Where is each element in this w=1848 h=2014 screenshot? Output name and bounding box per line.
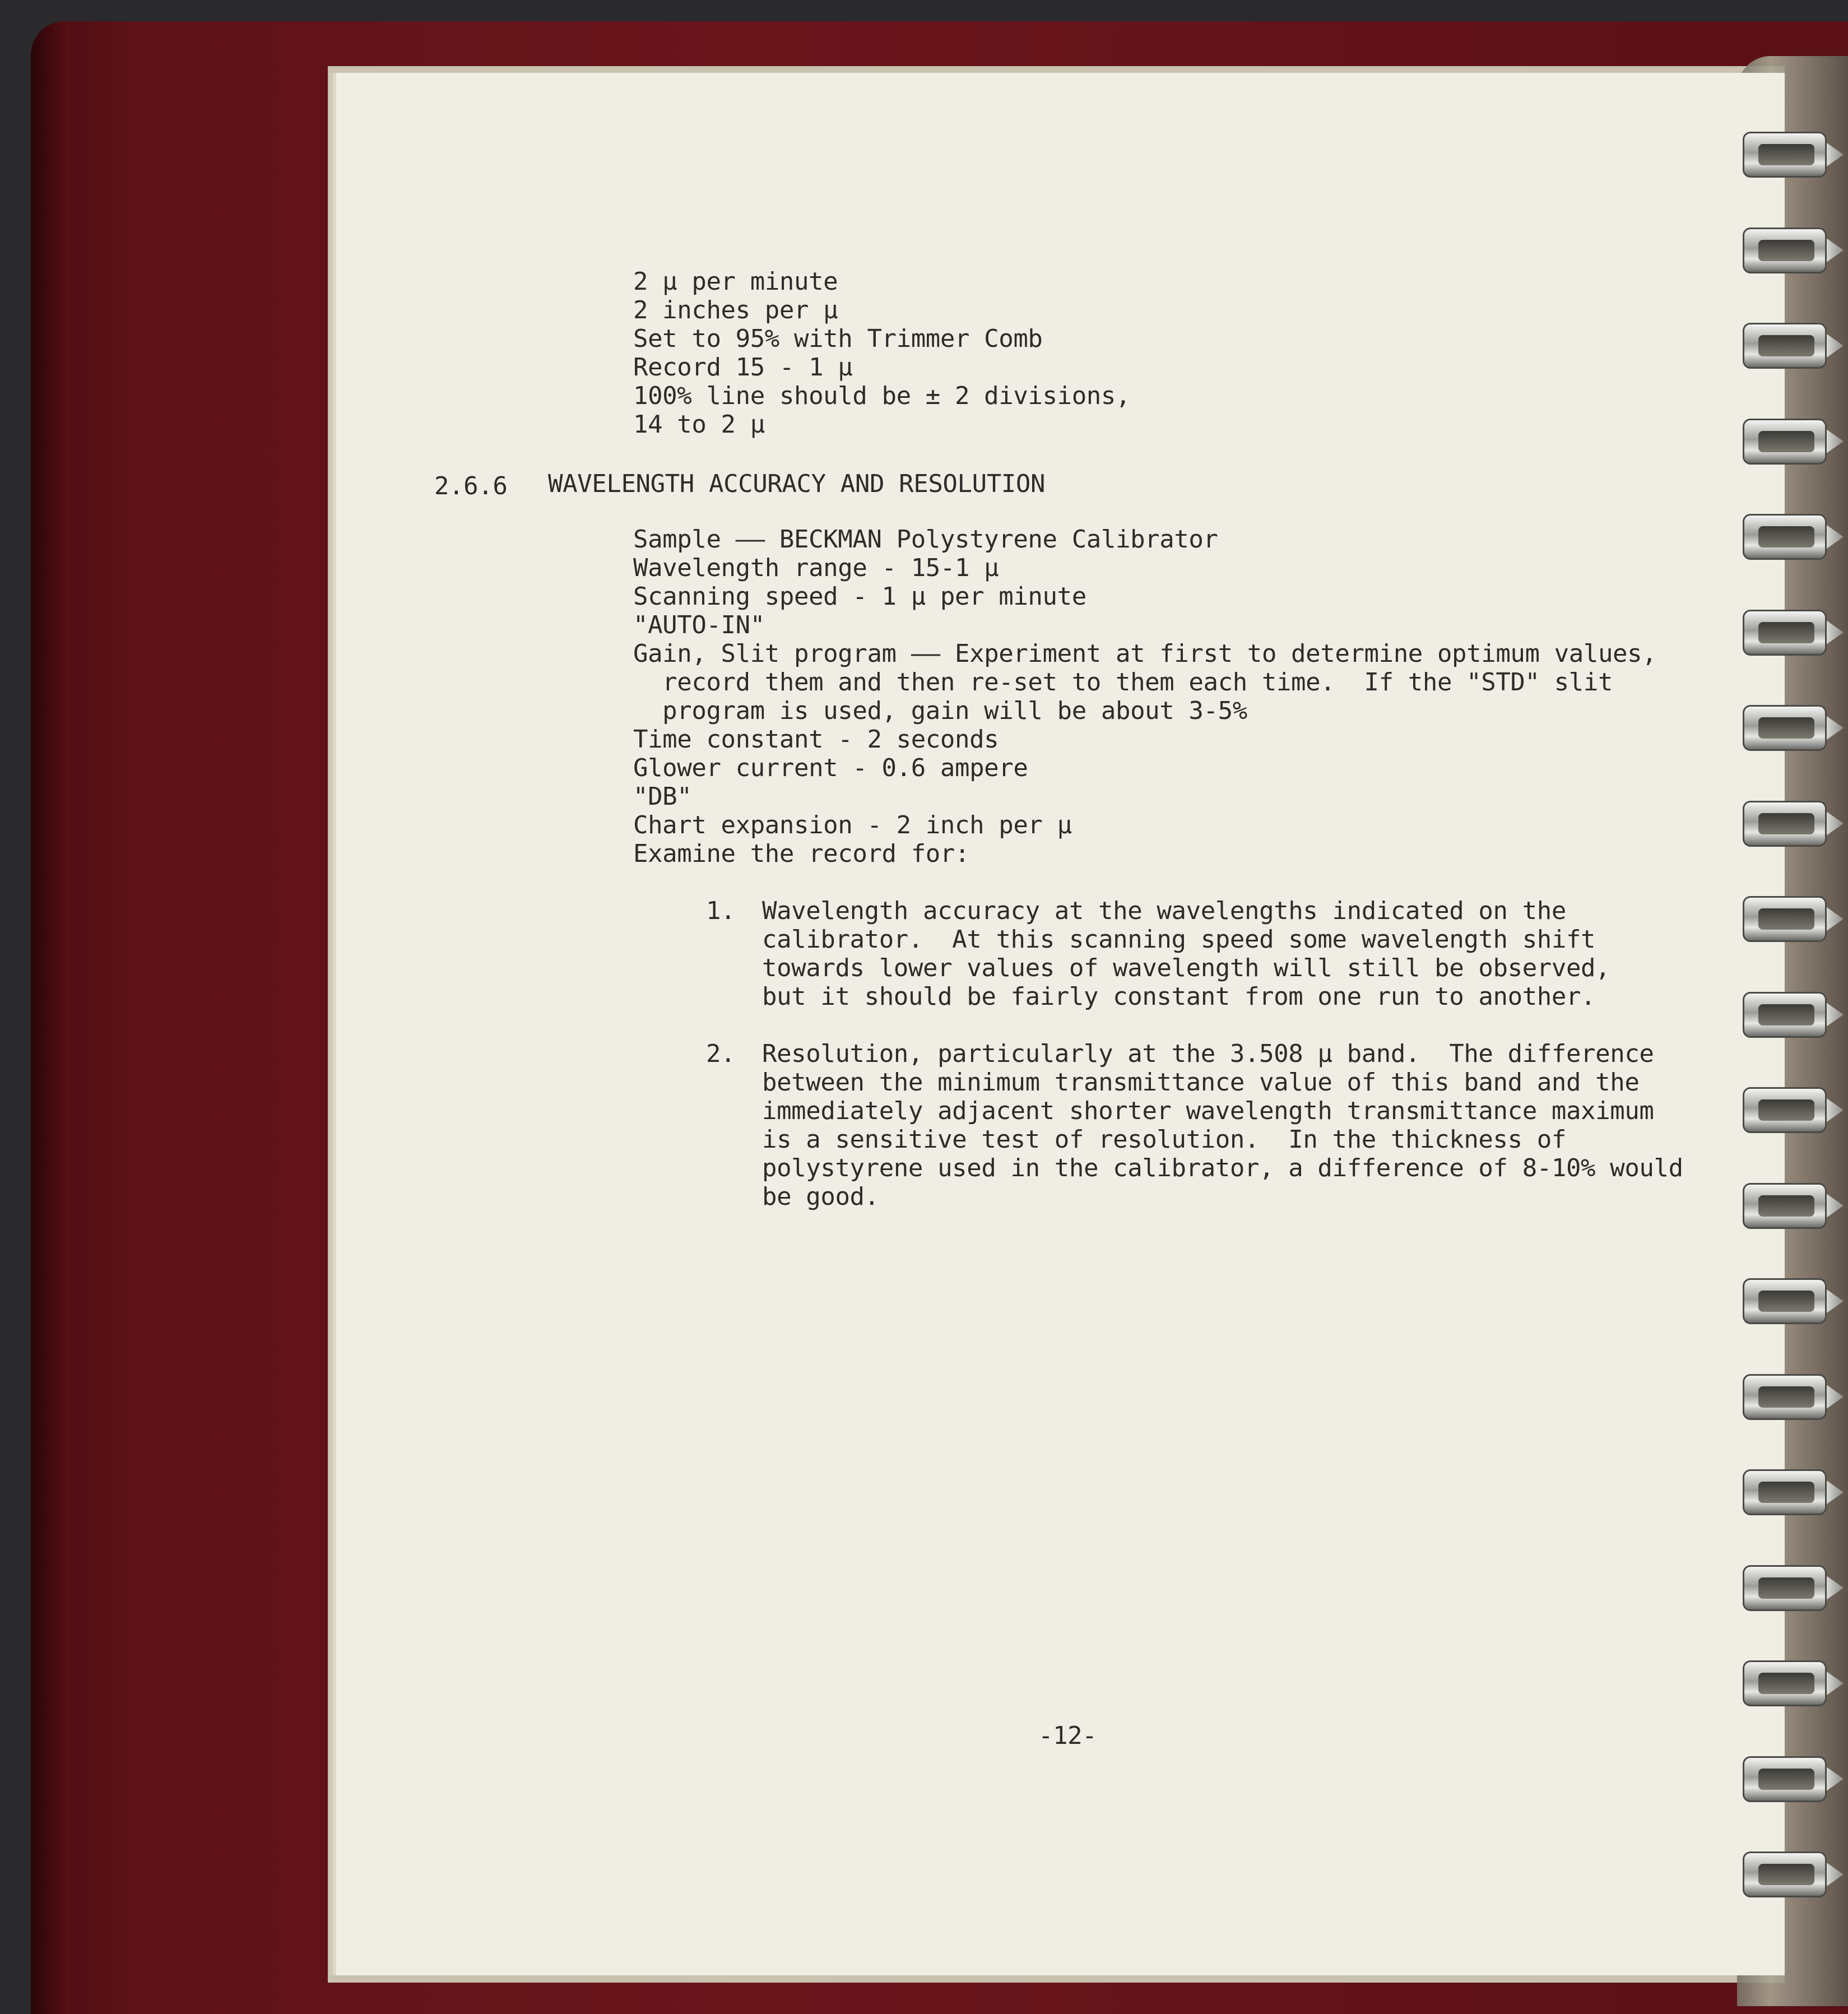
top-line: Set to 95% with Trimmer Comb [633, 324, 1043, 353]
section-number: 2.6.6 [434, 472, 508, 500]
document-page [336, 73, 1785, 1975]
settings-line: "AUTO-IN" [633, 611, 765, 639]
binder-cover-edge [31, 21, 70, 2014]
settings-line: Glower current - 0.6 ampere [633, 754, 1028, 782]
list-item-line: calibrator. At this scanning speed some wavelength shift [762, 925, 1596, 954]
top-line: 2 μ per minute [633, 267, 838, 296]
binding-ring [1743, 228, 1848, 273]
top-line: 14 to 2 μ [633, 410, 765, 439]
binding-ring [1743, 1183, 1848, 1229]
list-item-line: but it should be fairly constant from one run to another. [762, 982, 1596, 1011]
settings-line: Scanning speed - 1 μ per minute [633, 582, 1086, 611]
settings-line: Gain, Slit program —— Experiment at first to determine optimum values, [633, 639, 1657, 668]
settings-line: "DB" [633, 782, 692, 811]
settings-line: Chart expansion - 2 inch per μ [633, 811, 1072, 839]
settings-line: Time constant - 2 seconds [633, 725, 999, 754]
binding-ring [1743, 1756, 1848, 1802]
list-item-line: between the minimum transmittance value of this band and the [762, 1068, 1640, 1097]
binding-ring [1743, 514, 1848, 560]
binding-ring [1743, 1660, 1848, 1706]
binding-ring [1743, 1278, 1848, 1324]
list-item-line: be good. [762, 1182, 879, 1211]
binding-ring [1743, 132, 1848, 178]
list-item-number: 1. [706, 897, 736, 925]
binding-ring [1743, 1851, 1848, 1897]
list-item-line: immediately adjacent shorter wavelength transmittance maximum [762, 1097, 1654, 1125]
top-line: 100% line should be ± 2 divisions, [633, 382, 1131, 410]
settings-line: Wavelength range - 15-1 μ [633, 554, 999, 582]
top-line: Record 15 - 1 μ [633, 353, 853, 382]
binding-ring [1743, 323, 1848, 369]
list-item-line: polystyrene used in the calibrator, a difference of 8-10% would [762, 1154, 1683, 1182]
page-number: -12- [1038, 1721, 1097, 1750]
list-item-line: Wavelength accuracy at the wavelengths indicated on the [762, 897, 1566, 925]
section-title: WAVELENGTH ACCURACY AND RESOLUTION [548, 470, 1046, 498]
binding-ring [1743, 801, 1848, 847]
binding-ring [1743, 896, 1848, 942]
list-item-number: 2. [706, 1040, 736, 1068]
settings-line: Sample —— BECKMAN Polystyrene Calibrator [633, 525, 1218, 554]
settings-line: record them and then re-set to them each time. If the "STD" slit [633, 668, 1613, 697]
binding-ring [1743, 992, 1848, 1038]
binding-ring [1743, 1469, 1848, 1515]
binding-ring [1743, 419, 1848, 465]
settings-line: Examine the record for: [633, 839, 970, 868]
settings-line: program is used, gain will be about 3-5% [633, 697, 1247, 725]
binding-ring [1743, 1565, 1848, 1611]
binding-ring [1743, 705, 1848, 751]
list-item-line: towards lower values of wavelength will still be observed, [762, 954, 1610, 982]
top-line: 2 inches per μ [633, 296, 838, 324]
binding-ring [1743, 610, 1848, 656]
list-item-line: Resolution, particularly at the 3.508 μ band. The difference [762, 1040, 1654, 1068]
binding-ring [1743, 1374, 1848, 1420]
binding-ring [1743, 1087, 1848, 1133]
list-item-line: is a sensitive test of resolution. In the thickness of [762, 1125, 1566, 1154]
